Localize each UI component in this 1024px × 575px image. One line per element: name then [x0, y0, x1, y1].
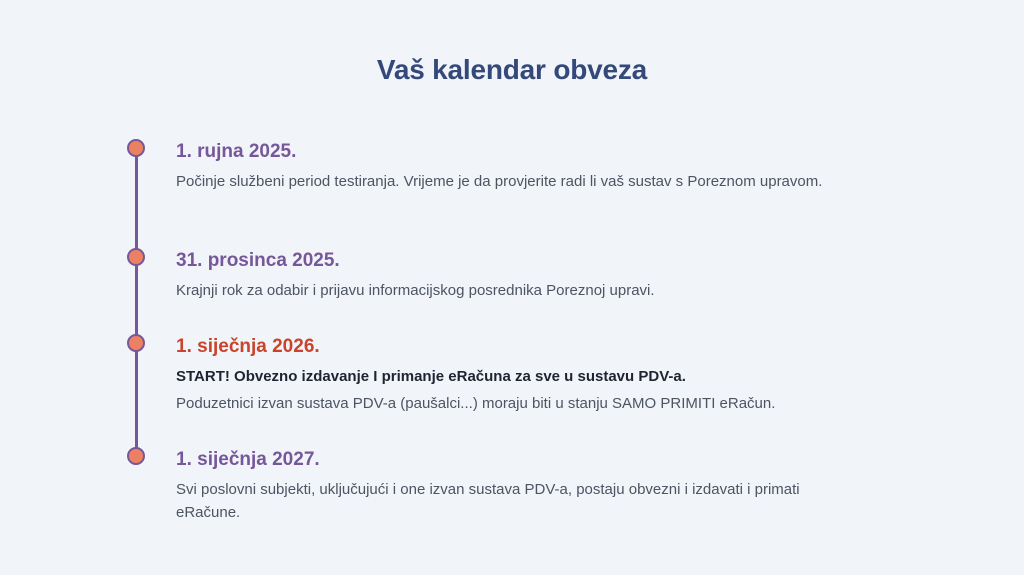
- timeline-line: [135, 146, 138, 456]
- event-date: 1. rujna 2025.: [176, 141, 297, 162]
- event-date: 1. siječnja 2026.: [176, 336, 320, 357]
- event-description: Krajnji rok za odabir i prijavu informacijskog posrednika Poreznoj upravi.: [176, 282, 655, 299]
- timeline-dot-icon: [127, 447, 145, 465]
- event-date: 1. siječnja 2027.: [176, 449, 320, 470]
- event-description-strong: START! Obvezno izdavanje I primanje eRačuna za sve u sustavu PDV-a.: [176, 368, 686, 385]
- event-description: Svi poslovni subjekti, uključujući i one izvan sustava PDV-a, postaju obvezni i izdavati i primati eRačune.: [176, 481, 800, 521]
- page-title: Vaš kalendar obveza: [376, 54, 648, 85]
- timeline-dot-icon: [127, 334, 145, 352]
- timeline-dot-icon: [127, 248, 145, 266]
- timeline-dot-icon: [127, 139, 145, 157]
- event-description: Poduzetnici izvan sustava PDV-a (paušalci...) moraju biti u stanju SAMO PRIMITI eRačun.: [176, 395, 776, 412]
- event-date: 31. prosinca 2025.: [176, 250, 340, 271]
- event-description: Počinje službeni period testiranja. Vrijeme je da provjerite radi li vaš sustav s Poreznom upravom.: [176, 173, 823, 190]
